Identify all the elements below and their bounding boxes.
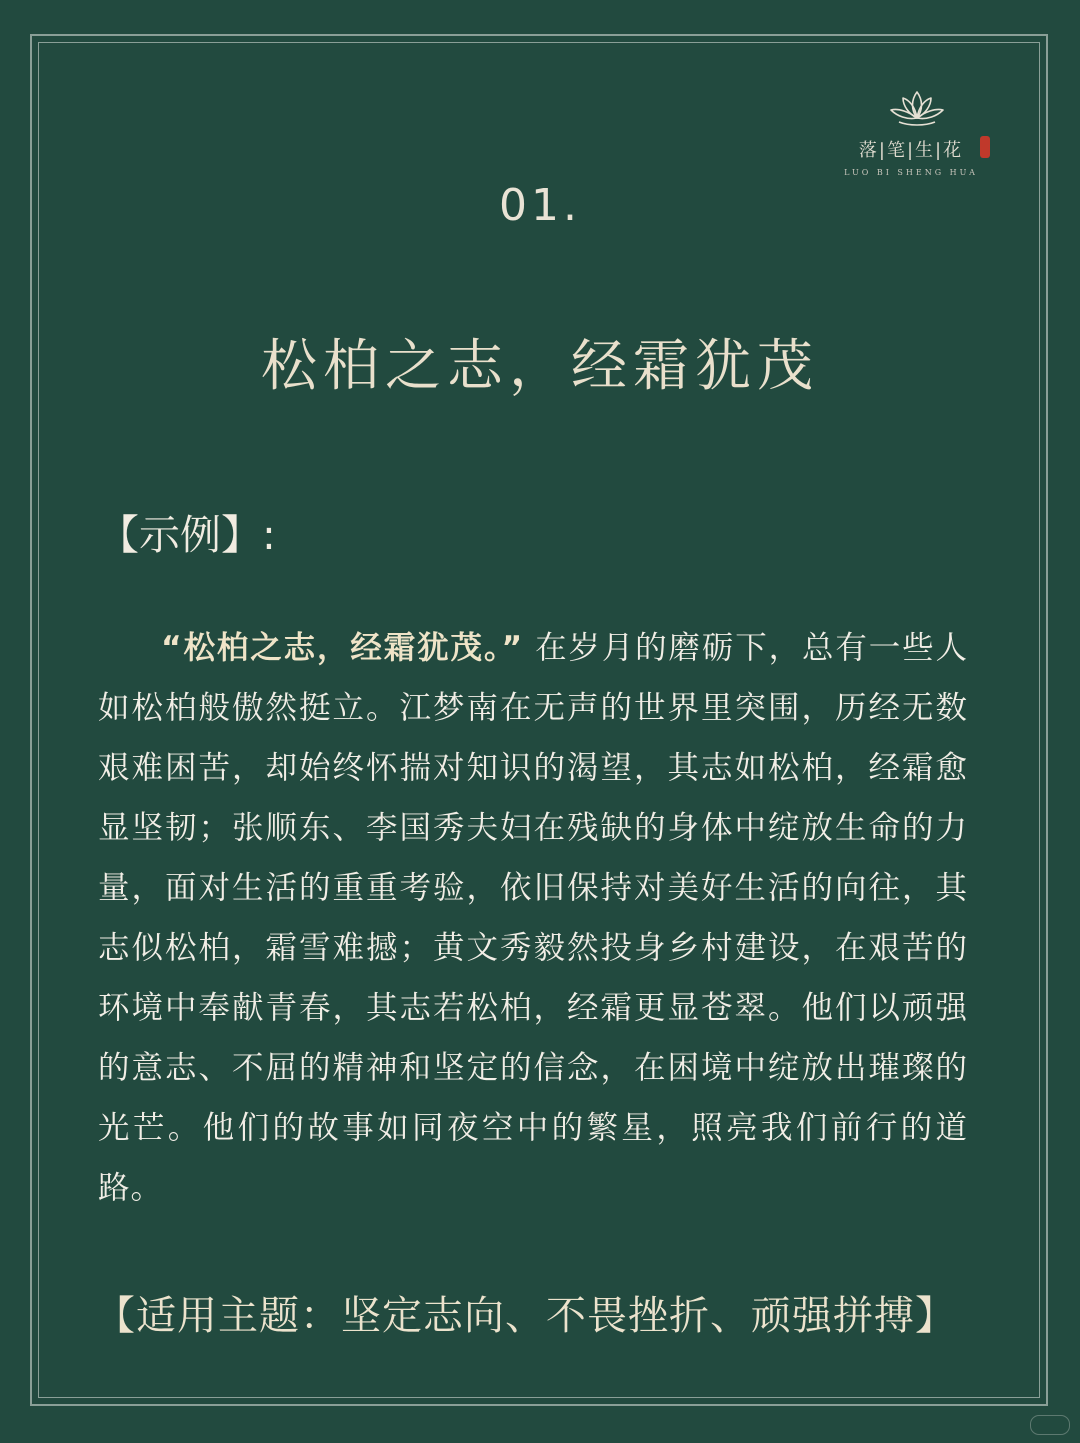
logo-seal [980,136,990,158]
lotus-icon [885,88,949,128]
applicable-topics: 【适用主题：坚定志向、不畏挫折、顽强拼搏】 [95,1293,956,1339]
example-label: 【示例】: [98,511,276,559]
logo-subtitle: LUO BI SHENG HUA [844,168,978,177]
paragraph-text: 在岁月的磨砺下，总有一些人如松柏般傲然挺立。江梦南在无声的世界里突围，历经无数艰难困苦，却始终怀揣对知识的渴望，其志如松柏，经霜愈显坚韧；张顺东、李国秀夫妇在残缺的身体中绽放生命的力量，面对生活的重重考验，依旧保持对美好生活的向往，其志似松柏，霜雪难撼；黄文秀毅然投身乡村建设，在艰苦的环境中奉献青春，其志若松柏，经霜更显苍翠。他们以顽强的意志、不屈的精神和坚定的信念，在困境中绽放出璀璨的光芒。他们的故事如同夜空中的繁星，照亮我们前行的道路。 [98,630,968,1206]
logo-name: 落|笔|生|花 [858,140,964,161]
brand-logo [842,88,992,188]
highlight-quote: “松柏之志，经霜犹茂。” [161,630,524,666]
section-number: 01. [499,180,581,231]
watermark-badge [1030,1415,1070,1435]
page-title: 松柏之志，经霜犹茂 [261,334,819,399]
example-paragraph [98,618,968,1218]
